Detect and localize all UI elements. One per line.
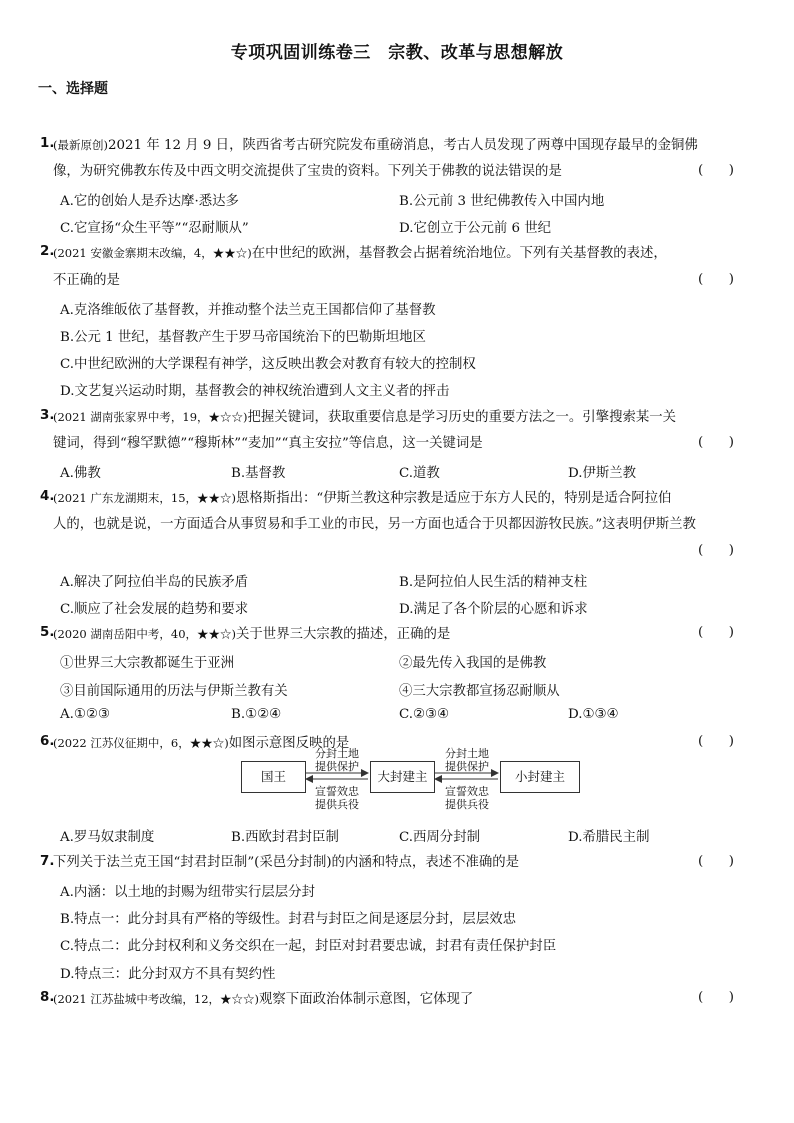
question-line: 像，为研究佛教东传及中西文明交流提供了宝贵的资料。下列关于佛教的说法错误的是 xyxy=(53,164,562,179)
question-number: 1. xyxy=(40,136,55,151)
question-line: 键词，得到“穆罕默德”“穆斯林”“麦加”“真主安拉”等信息，这一关键词是 xyxy=(53,436,483,451)
diagram-label: 宣誓效忠 xyxy=(445,785,489,798)
question-line: 关于世界三大宗教的描述，正确的是 xyxy=(236,627,451,642)
option-a: A.罗马奴隶制度 xyxy=(60,830,155,845)
question-line: 恩格斯指出：“伊斯兰教这种宗教是适应于东方人民的，特别是适合阿拉伯 xyxy=(236,491,672,506)
answer-paren: ( ) xyxy=(698,854,734,869)
answer-paren: ( ) xyxy=(698,734,734,749)
option-b: B.公元 1 世纪，基督教产生于罗马帝国统治下的巴勒斯坦地区 xyxy=(60,330,426,345)
option-a: A.内涵：以土地的封赐为纽带实行层层分封 xyxy=(60,885,315,900)
option-c: C.②③④ xyxy=(399,707,450,722)
question-line: 不正确的是 xyxy=(53,273,120,288)
statement-1: ①世界三大宗教都诞生于亚洲 xyxy=(60,656,235,671)
diagram-label: 提供保护 xyxy=(445,760,489,773)
answer-paren: ( ) xyxy=(698,272,734,287)
question-number: 2. xyxy=(40,244,55,259)
diagram-box-minor-lord: 小封建主 xyxy=(500,761,580,793)
option-b: B.特点一：此分封具有严格的等级性。封君与封臣之间是逐层分封，层层效忠 xyxy=(60,912,516,927)
option-d: D.伊斯兰教 xyxy=(568,466,637,481)
diagram-box-great-lord: 大封建主 xyxy=(370,761,435,793)
question-source: (最新原创) xyxy=(53,138,108,152)
option-c: C.特点二：此分封权利和义务交织在一起，封臣对封君要忠诚，封君有责任保护封臣 xyxy=(60,939,557,954)
diagram-box-king: 国王 xyxy=(241,761,306,793)
answer-paren: ( ) xyxy=(698,435,734,450)
option-d: D.特点三：此分封双方不具有契约性 xyxy=(60,967,276,982)
diagram-label: 提供兵役 xyxy=(445,798,489,811)
question-line: 下列关于法兰克王国“封君封臣制”(采邑分封制)的内涵和特点，表述不准确的是 xyxy=(53,855,520,870)
question-line: 观察下面政治体制示意图，它体现了 xyxy=(259,992,474,1007)
option-a: A.解决了阿拉伯半岛的民族矛盾 xyxy=(60,575,249,590)
question-text xyxy=(53,990,743,1009)
answer-paren: ( ) xyxy=(698,163,734,178)
diagram-label: 提供保护 xyxy=(315,760,359,773)
option-a: A.克洛维皈依了基督教，并推动整个法兰克王国都信仰了基督教 xyxy=(60,303,436,318)
diagram-label: 分封土地 xyxy=(315,747,359,760)
question-line: 把握关键词，获取重要信息是学习历史的重要方法之一。引擎搜索某一关 xyxy=(247,410,677,425)
statement-4: ④三大宗教都宣扬忍耐顺从 xyxy=(399,684,560,699)
option-d: D.文艺复兴运动时期，基督教会的神权统治遭到人文主义者的抨击 xyxy=(60,384,450,399)
option-a: A.它的创始人是乔达摩·悉达多 xyxy=(60,194,239,209)
section-heading: 一、选择题 xyxy=(38,81,108,97)
option-c: C.顺应了社会发展的趋势和要求 xyxy=(60,602,249,617)
question-line: 如图示意图反映的是 xyxy=(228,736,350,751)
question-number: 8. xyxy=(40,990,55,1005)
option-c: C.道教 xyxy=(399,466,440,481)
question-number: 5. xyxy=(40,625,55,640)
question-source: (2020 湖南岳阳中考，40，★★☆) xyxy=(53,627,237,641)
option-d: D.①③④ xyxy=(568,707,619,722)
question-line: 2021 年 12 月 9 日，陕西省考古研究院发布重磅消息，考古人员发现了两尊中国现存最早的金铜佛 xyxy=(107,138,698,153)
question-number: 7. xyxy=(40,854,55,869)
option-a: A.①②③ xyxy=(60,707,110,722)
diagram-label: 宣誓效忠 xyxy=(315,785,359,798)
option-b: B.基督教 xyxy=(231,466,286,481)
question-source: (2021 江苏盐城中考改编，12，★☆☆) xyxy=(53,992,260,1006)
option-d: D.它创立于公元前 6 世纪 xyxy=(399,221,552,236)
option-b: B.是阿拉伯人民生活的精神支柱 xyxy=(399,575,588,590)
diagram-label: 提供兵役 xyxy=(315,798,359,811)
question-number: 4. xyxy=(40,489,55,504)
statement-2: ②最先传入我国的是佛教 xyxy=(399,656,547,671)
option-d: D.满足了各个阶层的心愿和诉求 xyxy=(399,602,588,617)
question-source: (2021 安徽金寨期末改编，4，★★☆) xyxy=(53,246,252,260)
question-line: 人的，也就是说，一方面适合从事贸易和手工业的市民，另一方面也适合于贝都因游牧民族。”这表明伊斯兰教 xyxy=(53,517,696,532)
answer-paren: ( ) xyxy=(698,543,734,558)
option-b: B.西欧封君封臣制 xyxy=(231,830,339,845)
page-title: 专项巩固训练卷三 宗教、改革与思想解放 xyxy=(230,43,564,63)
option-a: A.佛教 xyxy=(60,466,101,481)
statement-3: ③目前国际通用的历法与伊斯兰教有关 xyxy=(60,684,288,699)
question-number: 6. xyxy=(40,734,55,749)
question-source: (2021 广东龙湖期末，15，★★☆) xyxy=(53,491,237,505)
option-c: C.它宣扬“众生平等”“忍耐顺从” xyxy=(60,221,249,236)
option-c: C.西周分封制 xyxy=(399,830,480,845)
diagram-label: 分封土地 xyxy=(445,747,489,760)
answer-paren: ( ) xyxy=(698,625,734,640)
question-number: 3. xyxy=(40,408,55,423)
option-b: B.①②④ xyxy=(231,707,282,722)
question-line: 在中世纪的欧洲，基督教会占据着统治地位。下列有关基督教的表述， xyxy=(251,246,667,261)
question-source: (2022 江苏仪征期中，6，★★☆) xyxy=(53,736,229,750)
option-d: D.希腊民主制 xyxy=(568,830,650,845)
answer-paren: ( ) xyxy=(698,990,734,1005)
option-c: C.中世纪欧洲的大学课程有神学，这反映出教会对教育有较大的控制权 xyxy=(60,357,476,372)
option-b: B.公元前 3 世纪佛教传入中国内地 xyxy=(399,194,605,209)
question-source: (2021 湖南张家界中考，19，★☆☆) xyxy=(53,410,248,424)
